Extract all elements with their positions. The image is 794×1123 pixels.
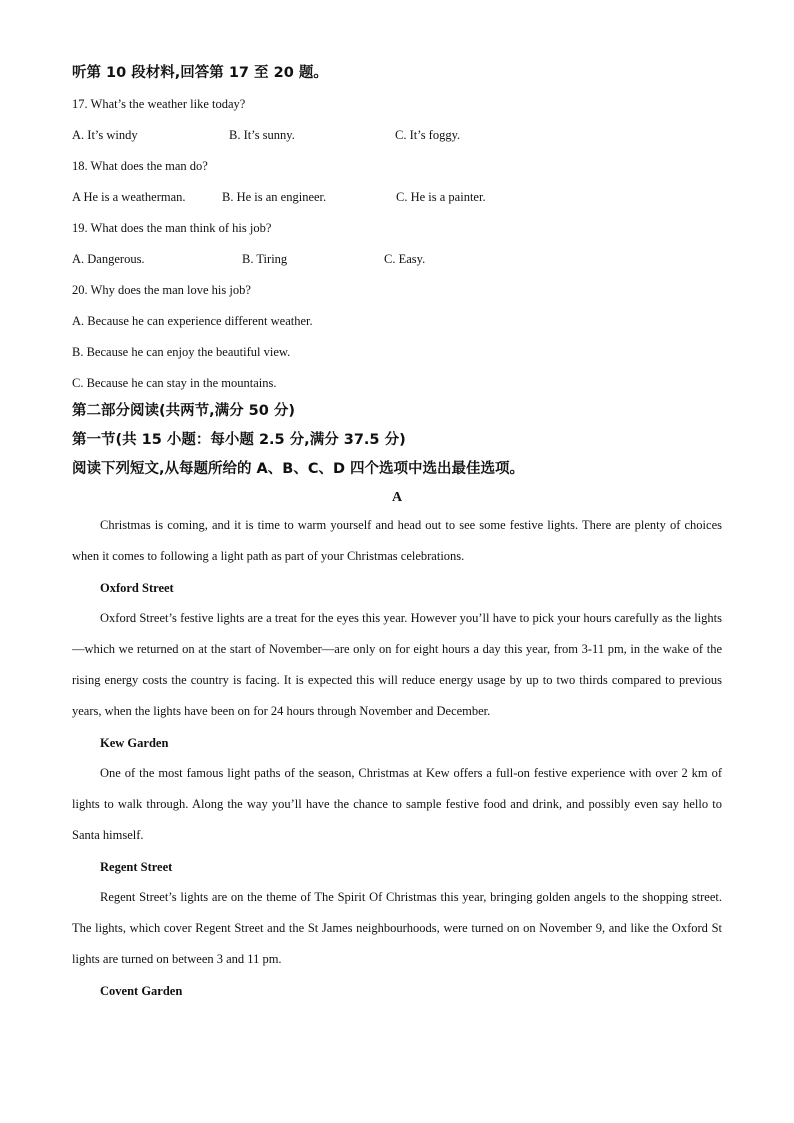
subheading-covent: Covent Garden [100,984,183,998]
instructions: 阅读下列短文,从每题所给的 A、B、C、D 四个选项中选出最佳选项。 [72,461,525,477]
option-b: B. Tiring [242,252,288,266]
paragraph-regent: Regent Street’s lights are on the theme of The Spirit Of Christmas this year, bringing golden angels to the shopping street. The lights, which cover Regent Street and the St James neighbourhoods, were turned on on November 9, and like the Oxford St lights are turned on between 3 and 11 pm. [72,890,722,966]
section-title: 第一节(共 15 小题：每小题 2.5 分,满分 37.5 分) [72,432,406,448]
options-18 [72,189,722,205]
question-17: 17. What’s the weather like today? [72,97,246,111]
option-c: C. It’s foggy. [395,128,461,142]
options-17 [72,127,722,143]
subheading-regent: Regent Street [100,860,173,874]
option-a: A. Because he can experience different weather. [72,314,313,328]
section-heading: 听第 10 段材料,回答第 17 至 20 题。 [72,65,328,81]
option-a: A. It’s windy [72,128,138,142]
part-title: 第二部分阅读(共两节,满分 50 分) [72,403,296,419]
option-c: C. He is a painter. [396,190,486,204]
subheading-kew: Kew Garden [100,736,169,750]
option-b: B. Because he can enjoy the beautiful view. [72,345,291,359]
question-20: 20. Why does the man love his job? [72,283,251,297]
question-19: 19. What does the man think of his job? [72,221,272,235]
option-a: A He is a weatherman. [72,190,186,204]
option-c: C. Easy. [384,252,426,266]
question-18: 18. What does the man do? [72,159,208,173]
paragraph-oxford: Oxford Street’s festive lights are a treat for the eyes this year. However you’ll have to pick your hours carefully as the lights —which we returned on at the start of November—are only on for eight hours a day this year, from 3-11 pm, in the wake of the rising energy costs the country is facing. It is expected this will reduce energy usage by up to two thirds compared to previous years, when the lights have been on for 24 hours through November and December. [72,611,722,718]
paragraph-kew: One of the most famous light paths of the season, Christmas at Kew offers a full-on festive experience with over 2 km of lights to walk through. Along the way you’ll have the chance to sample festive food and drink, and possibly even say hello to Santa himself. [72,766,722,842]
option-b: B. He is an engineer. [222,190,327,204]
options-19 [72,251,722,267]
passage-intro: Christmas is coming, and it is time to warm yourself and head out to see some festive lights. There are plenty of choices when it comes to following a light path as part of your Christmas celebrations. [72,518,722,563]
subheading-oxford: Oxford Street [100,581,174,595]
document-page [72,64,722,999]
option-b: B. It’s sunny. [229,128,295,142]
passage-label: A [391,490,403,505]
option-a: A. Dangerous. [72,252,145,266]
option-c: C. Because he can stay in the mountains. [72,376,277,390]
